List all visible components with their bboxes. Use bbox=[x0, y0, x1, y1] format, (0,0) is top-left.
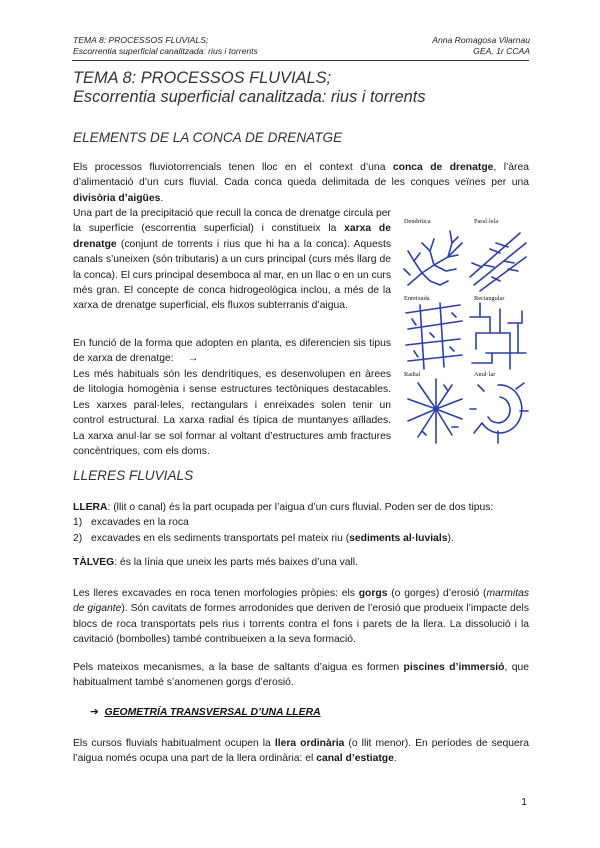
drainage-lines bbox=[404, 231, 528, 443]
subheading-text: GEOMETRÍA TRANSVERSAL D’UNA LLERA bbox=[104, 707, 321, 718]
term-conca-drenatge: conca de drenatge bbox=[392, 162, 494, 173]
paragraph-conca bbox=[73, 160, 529, 206]
rectangular-pattern bbox=[470, 303, 526, 369]
page-number: 1 bbox=[521, 797, 527, 808]
term-gorgs: gorgs bbox=[358, 588, 388, 599]
text-run: Pels mateixos mecanismes, a la base de saltants d’aigua es formen bbox=[73, 662, 404, 673]
text-run: : (llit o canal) és la part ocupada per l’aigua d’un curs fluvial. Poden ser de dos tipus: bbox=[107, 502, 494, 513]
section-heading-elements: ELEMENTS DE LA CONCA DE DRENATGE bbox=[73, 130, 343, 145]
term-xarxa-drenatge: xarxa de drenatge bbox=[73, 223, 392, 250]
text-run: . bbox=[160, 192, 164, 204]
text-run: (conjunt de torrents i rius que hi ha a la conca). Aquests canals s’uneixen (són tributaris) a un curs principal (curs més llarg de la conca). El curs principal desemboca al mar, en un llac o en un curs més gran. El concepte de conca hidrogeològica inclou, a més de la xarxa de drenatge superficial, els fluxos subterranis d’aigua. bbox=[73, 238, 391, 312]
label-radial: Radial bbox=[404, 371, 421, 378]
header-subtitle: Escorrentia superficial canalitzada: rius i torrents bbox=[73, 46, 258, 56]
header-author: Anna Romagosa Vilarnau bbox=[432, 35, 530, 45]
term-divisoria: divisòria d’aigües bbox=[73, 192, 161, 204]
list-text: excavades en la roca bbox=[91, 517, 189, 529]
term-llera-ordinaria: llera ordinària bbox=[274, 738, 345, 749]
paragraph-piscines bbox=[73, 660, 529, 691]
paragraph-talveg bbox=[73, 555, 529, 570]
radial-pattern bbox=[408, 379, 462, 443]
label-dendritic: Dendrítica bbox=[404, 218, 431, 225]
paragraph-llera-ordinaria bbox=[73, 736, 529, 767]
text-run: Els cursos fluvials habitualment ocupen la bbox=[73, 738, 275, 749]
page-title bbox=[73, 69, 426, 107]
term-marmitas: marmitas de gigante bbox=[73, 588, 529, 615]
section-heading-lleres: LLERES FLUVIALS bbox=[73, 468, 194, 483]
label-annular: Anul·lar bbox=[474, 371, 496, 378]
llera-types-list bbox=[73, 515, 529, 546]
text-run: (o llit menor). En períodes de sequera l’aigua només ocupa una part de la llera ordinària: el bbox=[73, 738, 529, 765]
text-run: ). Són cavitats de formes arrodonides que deriven de l’erosió que produeix l’impacte dels blocs de roca transportats pels rius i torrents contra el fons i parets de la llera. La dissolució i la cavitació (bombolles) també contribueixen a la seva formació. bbox=[73, 603, 529, 646]
text-run: En funció de la forma que adopten en planta, es diferencien sis tipus de xarxa de drenatge: bbox=[73, 338, 391, 365]
text-run: , que habitualment també s’anomenen gorgs d’erosió. bbox=[73, 662, 529, 689]
label-rectangular: Rectangular bbox=[474, 295, 505, 302]
list-text: excavades en els sediments transportats pel mateix riu ( bbox=[91, 532, 350, 544]
term-llera: LLERA bbox=[73, 502, 108, 513]
header-divider bbox=[72, 60, 529, 61]
drainage-patterns-figure bbox=[400, 213, 530, 453]
trellis-pattern bbox=[406, 303, 462, 369]
parallel-pattern bbox=[470, 233, 526, 291]
text-run: Una part de la precipitació que recull la conca de drenatge circula per la superfície (escorrentia superficial) i constitueix la bbox=[73, 208, 391, 235]
list-item bbox=[73, 531, 529, 546]
subheading-geometria bbox=[90, 706, 321, 718]
term-sediments: sediments al·luvials bbox=[349, 532, 448, 544]
arrow-right-icon: ➔ bbox=[90, 707, 99, 718]
text-run: (o gorges) d’erosió ( bbox=[387, 588, 487, 599]
running-header-right bbox=[432, 35, 530, 57]
annular-pattern bbox=[470, 383, 528, 443]
dendritic-pattern bbox=[404, 231, 462, 285]
label-parallel: Paral·lela bbox=[474, 218, 499, 225]
title-line-2: Escorrentia superficial canalitzada: rius i torrents bbox=[73, 88, 426, 106]
label-trellis: Enreixada bbox=[404, 295, 430, 302]
term-talveg: TÀLVEG bbox=[73, 557, 115, 568]
term-piscines: piscines d’immersió bbox=[403, 662, 505, 673]
text-run: Els processos fluviotorrencials tenen lloc en el context d’una bbox=[73, 162, 393, 173]
arrow-right-icon: → bbox=[188, 353, 199, 365]
term-canal-estiatge: canal d’estiatge bbox=[316, 753, 394, 765]
text-run: , l’àrea d’alimentació d’un curs fluvial. Cada conca queda delimitada de les conques veïnes per una bbox=[73, 162, 529, 189]
paragraph-gorgs bbox=[73, 586, 529, 648]
list-number: 2) bbox=[73, 532, 83, 544]
paragraph-llera-def bbox=[73, 500, 529, 546]
paragraph-xarxa bbox=[73, 206, 391, 314]
list-number: 1) bbox=[73, 517, 83, 529]
text-run: . bbox=[393, 753, 397, 765]
title-line-1: TEMA 8: PROCESSOS FLUVIALS; bbox=[73, 69, 332, 87]
text-run: Les lleres excavades en roca tenen morfologies pròpies: els bbox=[73, 588, 359, 599]
text-run: : és la línia que uneix les parts més baixes d’una vall. bbox=[114, 557, 358, 568]
list-text: ). bbox=[447, 532, 454, 544]
list-item bbox=[73, 515, 529, 530]
header-course: GEA, 1r CCAA bbox=[473, 46, 530, 56]
running-header-left bbox=[73, 35, 258, 57]
paragraph-tipus bbox=[73, 336, 391, 367]
paragraph-habituals: Les més habituals són les dendrítiques, es desenvolupen en àrees de litologia homogènia i sense estructures tectòniques destacables. Les xarxes paral·leles, rectangulars i enreixades solen tenir un control estructural. La xarxa radial és típica de muntanyes aïllades. La xarxa anul·lar se sol formar al voltant d’estructures amb fractures concèntriques, com els doms. bbox=[73, 369, 391, 458]
header-topic: TEMA 8: PROCESSOS FLUVIALS; bbox=[73, 35, 209, 45]
